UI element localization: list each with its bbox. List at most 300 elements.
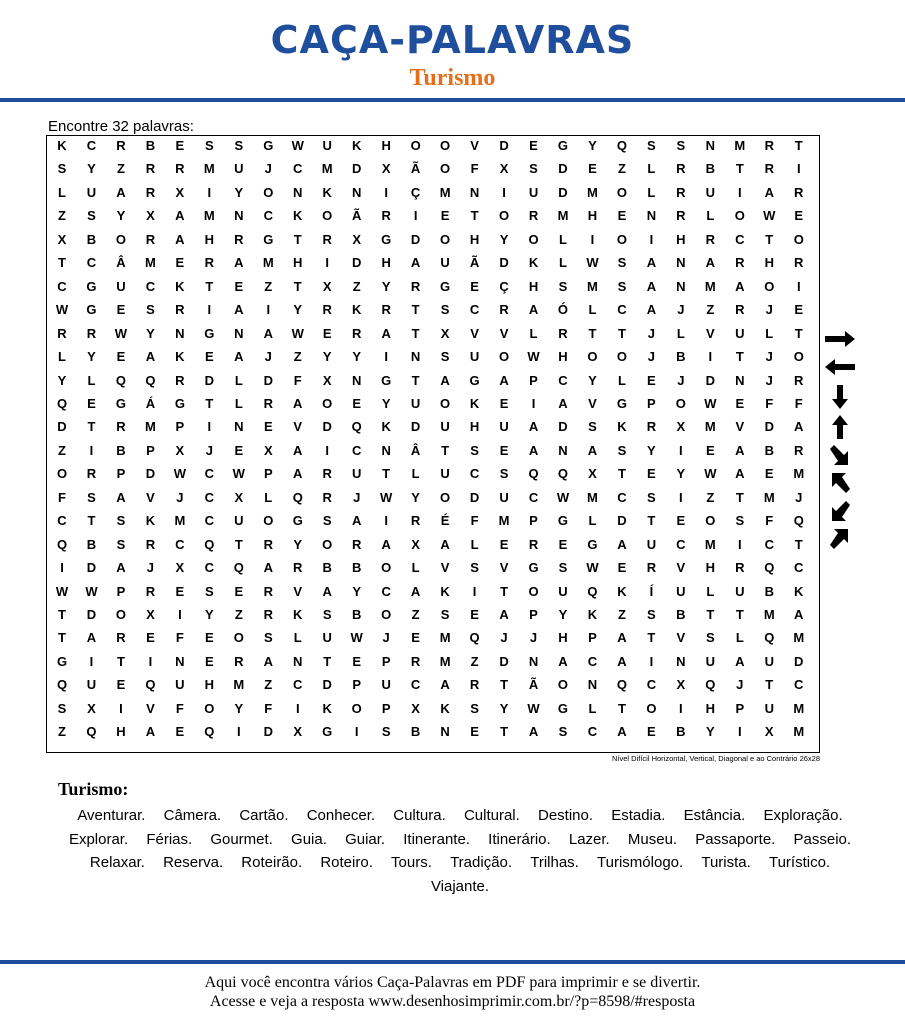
grid-letter: Z [116,161,125,177]
grid-letter: A [381,325,391,341]
grid-letter: G [86,278,97,294]
grid-letter: J [647,349,655,365]
grid-letter: R [175,302,185,318]
grid-letter: T [706,607,715,622]
grid-letter: M [498,513,510,529]
grid-letter: O [410,138,421,153]
word-list-item: Aventurar. [77,807,146,824]
grid-letter: X [440,325,450,341]
grid-letter: Z [617,607,626,622]
grid-letter: U [764,653,774,669]
grid-letter: C [86,255,97,271]
grid-letter: D [499,138,509,153]
grid-letter: Y [234,700,244,716]
grid-letter: O [616,184,627,200]
grid-letter: O [440,395,451,411]
grid-letter: M [203,161,215,177]
grid-letter: A [440,677,450,693]
word-list-item: Passeio. [793,830,852,848]
grid-letter: F [765,395,774,411]
grid-letter: C [558,372,568,388]
grid-letter: E [116,302,126,318]
grid-letter: E [440,208,450,224]
grid-letter: L [87,372,96,388]
grid-letter: U [705,653,716,669]
grid-letter: A [175,208,185,224]
grid-letter: A [528,419,539,435]
grid-letter: S [588,419,597,435]
grid-letter: W [380,489,393,505]
grid-letter: G [263,231,274,247]
grid-letter: P [529,513,538,529]
grid-letter: T [617,466,626,482]
grid-letter: E [411,630,420,646]
grid-letter: T [500,677,509,693]
grid-letter: Q [204,724,215,740]
grid-letter: X [175,560,185,576]
grid-letter: E [234,278,244,294]
grid-letter: O [322,208,333,224]
grid-letter: U [410,395,421,411]
grid-letter: U [351,466,362,482]
grid-letter: R [646,419,657,435]
grid-letter: F [470,513,479,529]
grid-letter: B [764,583,774,599]
grid-letter: W [586,255,599,271]
grid-letter: T [470,208,479,224]
grid-letter: T [735,607,744,622]
grid-letter: K [293,607,303,622]
grid-letter: T [735,489,744,505]
grid-letter: N [676,278,686,294]
grid-letter: L [765,325,774,341]
grid-letter: E [234,442,244,458]
arrow-right-icon [823,330,857,348]
grid-letter: E [322,325,332,341]
grid-letter: O [351,700,362,716]
grid-letter: M [557,208,569,224]
grid-letter: F [293,372,302,388]
page-subtitle: Turismo [409,65,496,91]
grid-letter: Y [588,372,597,388]
grid-letter: W [232,466,245,482]
grid-letter: W [350,630,363,646]
grid-letter: S [617,278,627,294]
grid-letter: E [647,466,656,482]
grid-letter: A [116,560,126,576]
grid-letter: E [352,653,362,669]
grid-letter: B [676,724,686,740]
grid-letter: A [735,466,745,482]
grid-letter: G [263,138,274,153]
grid-letter: N [469,184,480,200]
grid-letter: A [646,255,657,271]
grid-letter: R [322,302,332,318]
grid-letter: M [203,208,215,224]
grid-letter: T [617,700,626,716]
grid-letter: R [528,536,539,552]
grid-letter: S [440,302,450,318]
grid-letter: E [470,607,479,622]
grid-letter: M [793,700,805,716]
grid-letter: Y [499,700,509,716]
grid-letter: G [56,653,68,669]
grid-letter: N [234,208,244,224]
grid-letter: G [381,372,392,388]
grid-letter: B [705,161,716,177]
grid-letter: N [175,325,185,341]
grid-letter: X [322,278,332,294]
word-list-item: Cartão. [239,807,289,824]
grid-letter: Z [58,724,66,740]
grid-letter: R [499,302,509,318]
grid-letter: Ç [499,278,509,294]
grid-letter: K [587,607,598,622]
grid-letter: V [676,560,686,576]
grid-letter: E [470,724,479,740]
grid-letter: Y [87,349,96,365]
grid-letter: T [411,325,420,341]
grid-letter: D [204,372,215,388]
grid-letter: K [381,419,391,435]
grid-letter: D [558,161,568,177]
grid-letter: L [588,302,597,318]
word-list-item: Lazer. [568,830,610,848]
grid-letter: J [264,349,272,365]
grid-letter: D [263,724,273,740]
grid-letter: U [440,419,450,435]
grid-letter: K [528,255,539,271]
word-list-item: Roteirão. [241,854,303,871]
grid-letter: L [588,700,597,716]
word-search-grid [46,135,820,753]
grid-letter: T [794,325,803,341]
grid-letter: L [293,630,302,646]
grid-letter: J [500,630,508,646]
grid-letter: I [325,442,330,458]
grid-letter: C [528,489,539,505]
grid-letter: J [382,630,390,646]
grid-letter: K [440,583,450,599]
grid-letter: U [322,630,332,646]
grid-letter: V [735,419,745,435]
grid-letter: R [175,161,185,177]
grid-letter: Y [234,184,244,200]
grid-letter: O [528,231,539,247]
grid-letter: Q [793,513,804,529]
grid-letter: L [647,184,656,200]
grid-letter: Q [616,138,627,153]
word-list-item: Guia. [291,830,327,848]
grid-letter: M [262,255,274,271]
grid-letter: J [677,302,685,318]
grid-letter: T [411,302,420,318]
grid-letter: R [410,653,421,669]
grid-letter: A [351,513,362,529]
grid-letter: J [795,489,803,505]
grid-letter: R [794,184,804,200]
grid-letter: M [763,489,775,505]
grid-letter: A [145,724,156,740]
grid-letter: R [381,208,391,224]
grid-letter: D [499,255,509,271]
grid-letter: C [293,161,303,177]
grid-letter: I [590,231,595,247]
grid-letter: T [617,325,626,341]
grid-letter: A [558,395,568,411]
grid-letter: X [588,466,597,482]
grid-letter: H [469,231,480,247]
grid-letter: D [322,419,332,435]
grid-letter: A [558,653,568,669]
grid-letter: K [175,349,185,365]
grid-letter: S [470,442,479,458]
grid-letter: I [679,442,683,458]
grid-letter: G [322,724,333,740]
grid-letter: Z [411,607,420,622]
grid-letter: E [794,302,804,318]
grid-letter: I [207,184,212,200]
grid-letter: E [205,630,214,646]
grid-letter: P [116,466,126,482]
grid-letter: M [144,255,156,271]
grid-letter: T [205,395,214,411]
grid-letter: R [469,677,480,693]
grid-letter: G [587,536,598,552]
grid-letter: A [410,583,421,599]
grid-letter: T [500,724,509,740]
grid-letter: Í [649,583,654,599]
grid-letter: C [617,489,627,505]
grid-letter: Ã [528,677,539,693]
word-list-item: Guiar. [345,830,386,848]
grid-letter: A [528,302,539,318]
footer-divider [0,960,905,964]
grid-letter: Y [57,372,67,388]
grid-letter: W [55,583,69,599]
grid-letter: J [529,630,538,646]
grid-letter: P [381,653,391,669]
grid-letter: P [146,442,155,458]
grid-letter: A [234,302,244,318]
grid-letter: O [498,208,510,224]
grid-letter: R [735,255,745,271]
grid-letter: L [264,489,273,505]
grid-letter: Z [234,607,243,622]
grid-letter: V [146,700,155,716]
grid-letter: C [469,466,480,482]
grid-letter: S [205,583,214,599]
grid-letter: C [57,278,67,294]
grid-letter: D [705,372,716,388]
grid-letter: A [410,255,421,271]
arrow-down-left-icon [827,498,853,524]
grid-letter: H [528,278,539,294]
grid-letter: H [705,560,716,576]
grid-letter: R [145,231,156,247]
grid-letter: B [322,560,332,576]
grid-letter: Y [647,442,656,458]
arrow-down-icon [831,384,849,410]
grid-letter: Q [351,419,362,435]
grid-letter: R [558,325,568,341]
grid-letter: M [734,138,746,153]
grid-letter: R [322,466,332,482]
grid-letter: E [175,583,185,599]
grid-letter: F [264,700,273,716]
grid-letter: I [119,700,123,716]
grid-letter: E [499,442,509,458]
grid-letter: A [145,349,156,365]
grid-letter: I [531,395,536,411]
grid-letter: Z [470,653,479,669]
grid-letter: S [617,255,627,271]
grid-letter: M [704,536,716,552]
grid-letter: X [234,489,244,505]
grid-letter: M [321,161,333,177]
page-title: CAÇA-PALAVRAS [270,18,635,62]
grid-letter: A [617,653,627,669]
grid-letter: L [234,372,243,388]
grid-letter: J [647,325,655,341]
grid-letter: B [86,536,97,552]
grid-letter: C [410,677,421,693]
grid-letter: S [440,349,450,365]
grid-letter: K [175,278,185,294]
grid-letter: R [381,302,391,318]
grid-letter: G [469,372,480,388]
grid-letter: U [528,184,539,200]
grid-letter: G [557,513,569,529]
grid-letter: I [502,184,506,200]
grid-letter: Z [617,161,626,177]
grid-letter: Z [264,278,273,294]
arrow-up-left-icon [827,470,853,496]
grid-letter: W [85,583,98,599]
grid-letter: E [676,513,686,529]
grid-letter: O [115,607,126,622]
grid-letter: R [263,395,273,411]
grid-letter: C [351,442,362,458]
grid-letter: C [175,536,185,552]
grid-letter: L [411,560,420,576]
grid-letter: E [234,583,244,599]
grid-letter: N [558,442,568,458]
grid-letter: G [86,302,97,318]
grid-letter: B [676,349,686,365]
grid-letter: F [58,489,66,505]
grid-letter: A [440,536,450,552]
grid-letter: C [381,583,391,599]
grid-letter: R [646,560,657,576]
grid-letter: I [295,700,300,716]
grid-letter: M [793,724,805,740]
grid-letter: S [647,138,656,153]
grid-letter: D [57,419,67,435]
grid-letter: R [204,255,215,271]
grid-letter: B [764,442,774,458]
grid-letter: E [647,724,656,740]
grid-letter: X [175,442,185,458]
grid-letter: R [351,325,362,341]
grid-letter: T [323,653,332,669]
grid-letter: A [116,184,126,200]
grid-letter: C [587,653,598,669]
grid-letter: L [234,395,243,411]
grid-letter: M [144,419,156,435]
grid-letter: E [588,161,597,177]
grid-letter: R [86,466,97,482]
grid-letter: I [796,278,801,294]
grid-letter: L [58,349,66,365]
grid-letter: C [646,677,657,693]
grid-letter: D [263,372,273,388]
grid-letter: Y [588,138,597,153]
grid-letter: G [292,513,303,529]
grid-letter: J [765,349,773,365]
grid-letter: R [86,325,97,341]
grid-letter: I [354,724,359,740]
grid-letter: X [263,442,273,458]
grid-letter: D [764,419,774,435]
grid-letter: S [116,513,126,529]
grid-letter: H [204,231,215,247]
grid-letter: E [146,630,155,646]
grid-letter: I [737,724,742,740]
grid-letter: V [470,138,479,153]
word-list-item: Tours. [391,854,432,871]
grid-letter: S [57,161,67,177]
grid-letter: T [735,349,744,365]
grid-letter: S [617,442,627,458]
grid-letter: R [676,184,686,200]
grid-letter: W [586,560,599,576]
word-list-item: Turístico. [768,854,831,871]
grid-letter: I [89,442,94,458]
word-list-item: Turista. [701,854,751,871]
grid-letter: T [500,583,509,599]
word-list-item: Trilhas. [530,854,579,871]
grid-letter: T [647,513,656,529]
grid-letter: V [146,489,155,505]
grid-letter: S [735,513,745,529]
grid-letter: W [291,138,304,153]
grid-letter: Q [292,489,303,505]
grid-letter: H [293,255,303,271]
grid-letter: A [116,489,126,505]
grid-letter: I [384,513,388,529]
grid-letter: R [410,513,421,529]
arrow-down-right-icon [827,442,853,468]
grid-letter: Q [204,536,215,552]
grid-letter: M [587,489,598,505]
grid-letter: B [410,724,421,740]
grid-letter: E [705,442,715,458]
grid-letter: A [617,724,627,740]
grid-letter: D [617,513,627,529]
grid-letter: A [764,184,774,200]
grid-letter: A [617,630,627,646]
grid-letter: T [293,231,302,247]
grid-letter: R [263,583,273,599]
grid-letter: C [86,138,97,153]
grid-letter: M [233,677,245,693]
grid-letter: R [676,208,686,224]
grid-letter: O [646,700,657,716]
grid-letter: H [705,700,716,716]
grid-letter: Z [706,302,715,318]
grid-letter: D [410,231,421,247]
